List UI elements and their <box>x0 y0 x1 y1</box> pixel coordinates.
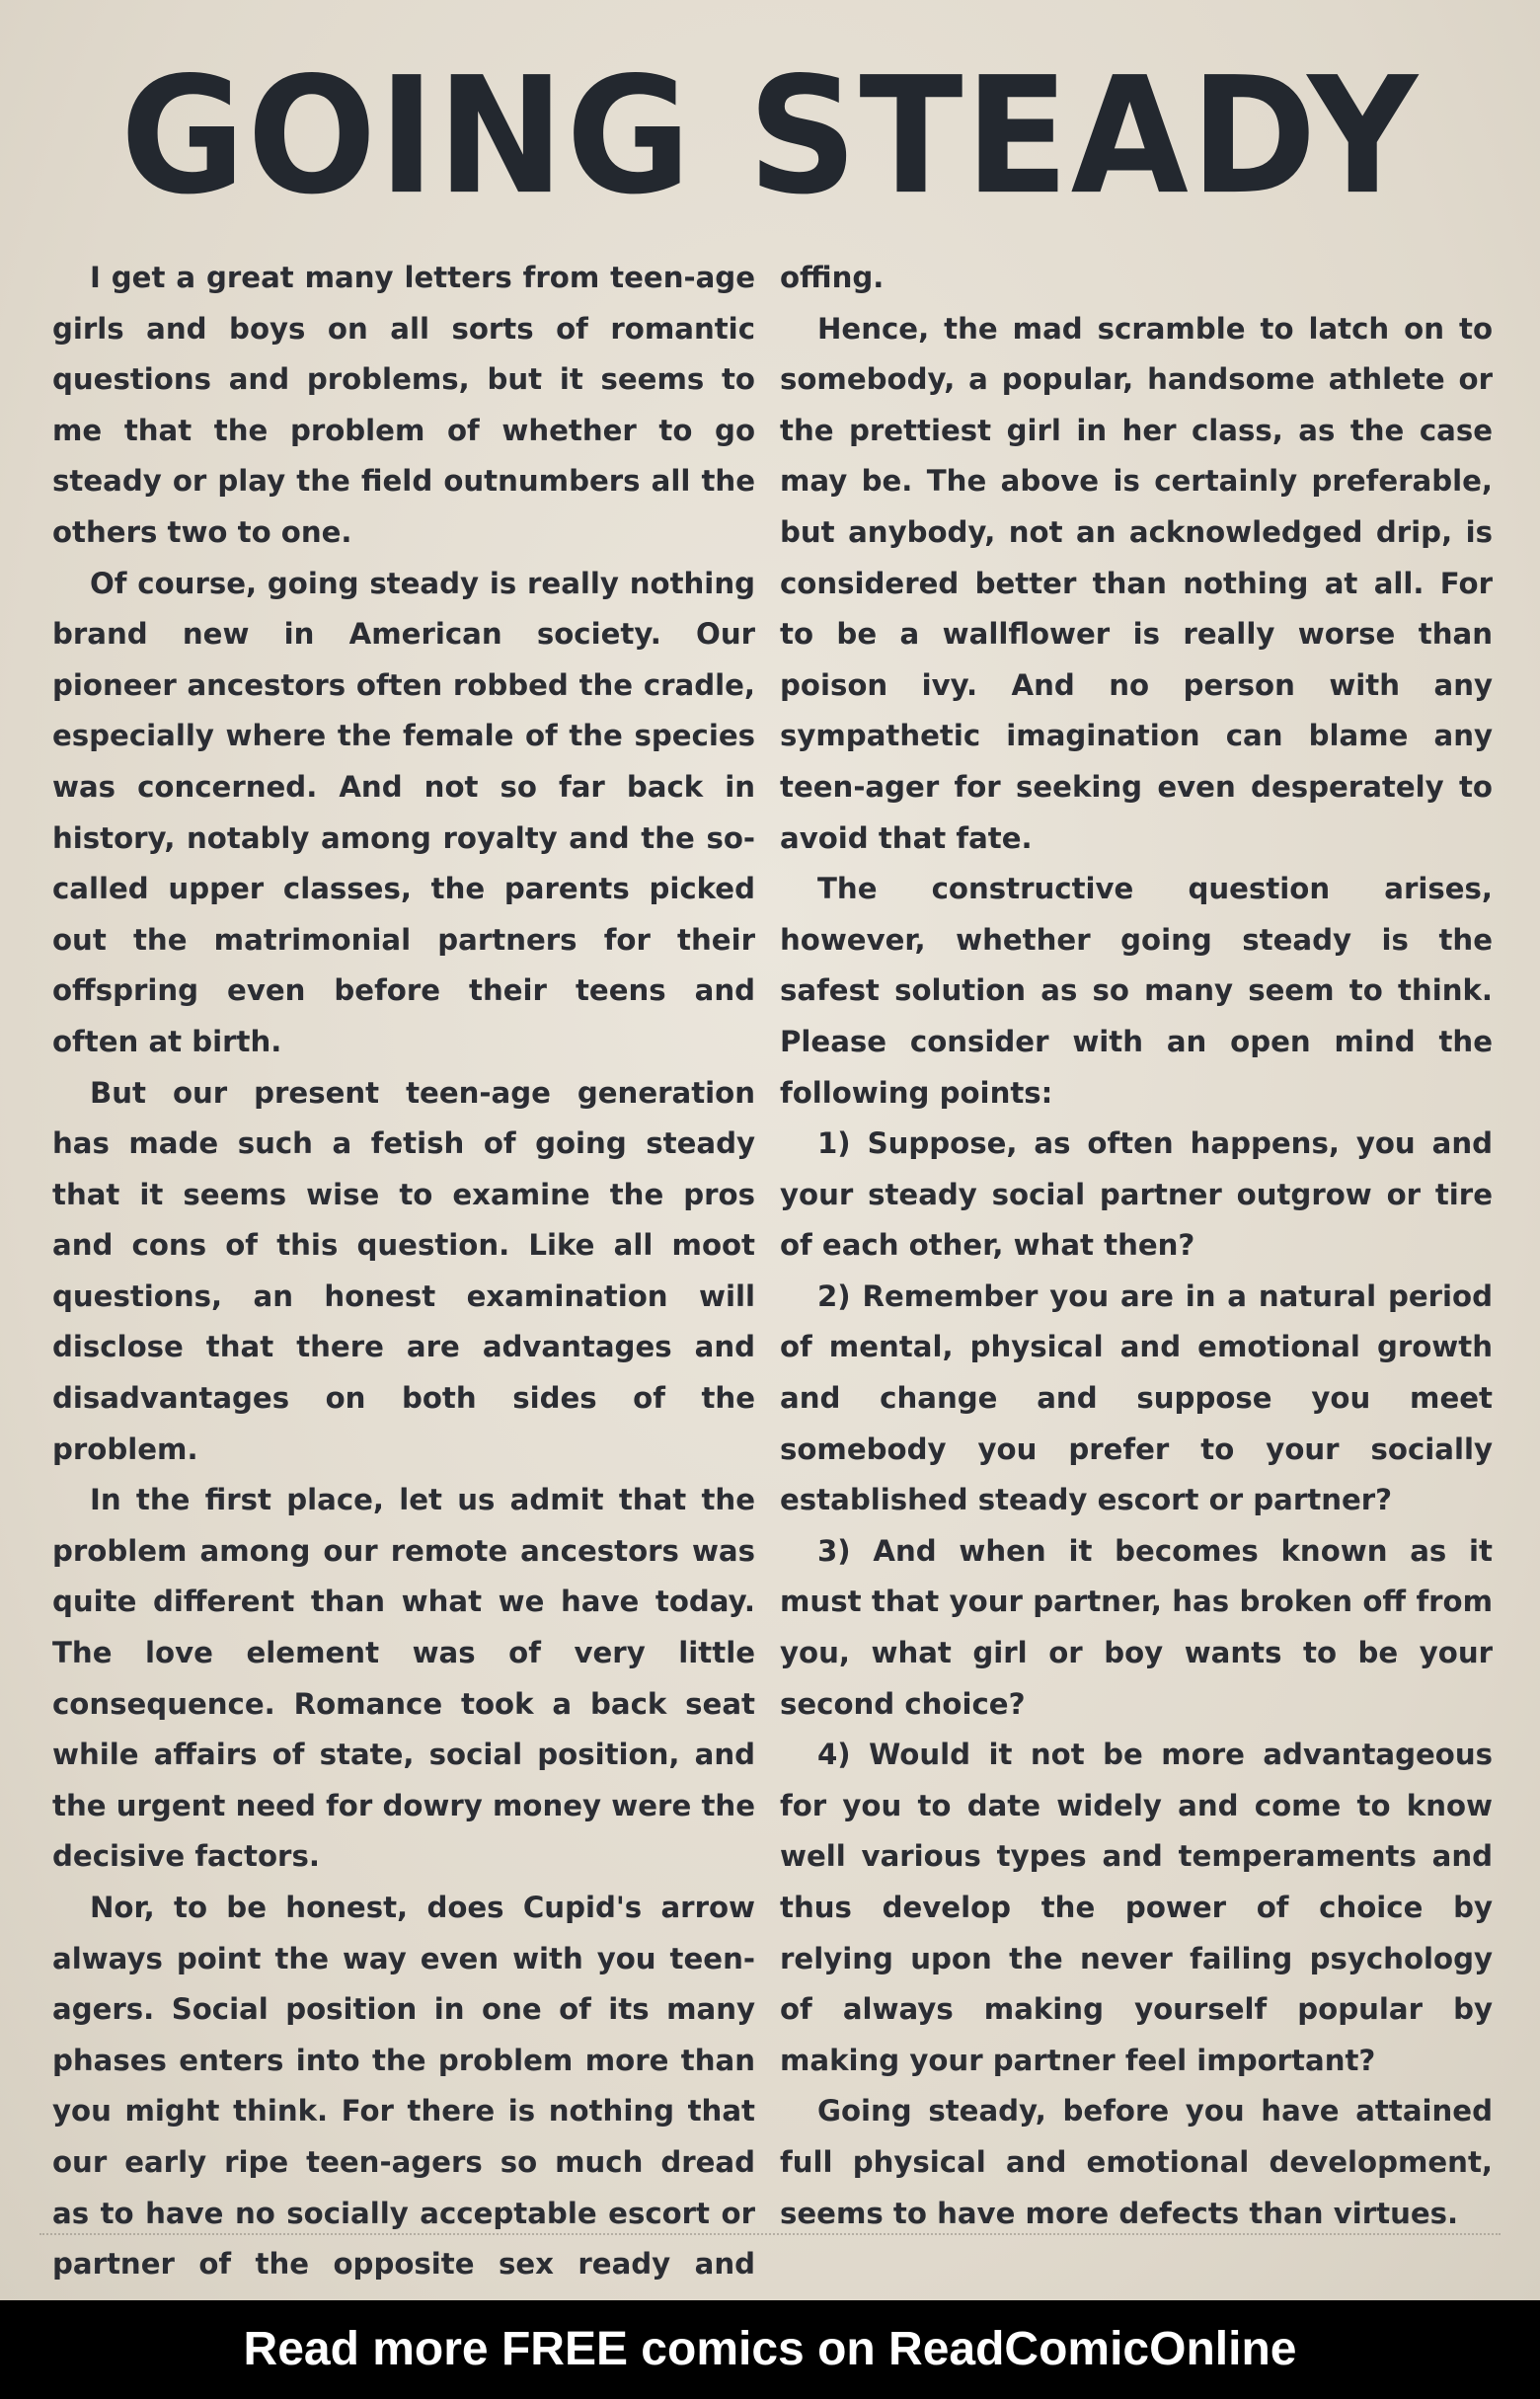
paragraph: But our present teen-age generation has made such a fetish of going steady that it seems wise to examine the pros and cons of this question. Like all moot questions, an honest examination will disclose that there are advantages and disadvantages on both sides of the problem. <box>52 1075 755 1466</box>
article-title: GOING STEADY <box>119 42 1420 231</box>
paragraph: Nor, to be honest, does Cupid's arrow always point the way even with you teen-agers. Social position in one of its many phases enters into the problem more than you might think. For there is nothing that our early ripe teen-agers so much dread as to have no socially acceptable escort or partner of the opposite sex ready and <box>52 1891 755 2282</box>
paragraph: Going steady, before you have attained full physical and emotional development, seems to have more defects than virtues. <box>780 2094 1493 2230</box>
paragraph: 3) And when it becomes known as it must that your partner, has broken off from you, what girl or boy wants to be your second choice? <box>780 1533 1493 1721</box>
paragraph: 4) Would it not be more advantageous for you to date widely and come to know well various types and temperaments and thus develop the power of choice by relying upon the never failing psychology of always making yourself popular by making your partner feel important? <box>780 1738 1493 2077</box>
left-column <box>52 253 755 2392</box>
paragraph: In the first place, let us admit that the problem among our remote ancestors was quite different than what we have today. The love element was of very little consequence. Romance took a back seat while affairs of state, social position, and the urgent need for dowry money were the decisive factors. <box>52 1483 755 1874</box>
paragraph: offing. <box>780 261 885 294</box>
paragraph: 2) Remember you are in a natural period of mental, physical and emotional growth and change and suppose you meet somebody you prefer to your socially established steady escort or partner? <box>780 1278 1493 1517</box>
paragraph: Hence, the mad scramble to latch on to somebody, a popular, handsome athlete or the prettiest girl in her class, as the case may be. The above is certainly preferable, but anybody, not an acknowledged drip, is considered better than nothing at all. For to be a wallflower is really worse than poison ivy. And no person with any sympathetic imagination can blame any teen-ager for seeking even desperately to avoid that fate. <box>780 311 1493 855</box>
footer-banner[interactable]: Read more FREE comics on ReadComicOnline <box>0 2300 1540 2399</box>
paragraph: Of course, going steady is really nothing brand new in American society. Our pioneer ancestors often robbed the cradle, especially where the female of the species was concerned. And not so far back in history, notably among royalty and the so-called upper classes, the parents picked out the matrimonial partners for their offspring even before their teens and often at birth. <box>52 566 755 1058</box>
right-column <box>780 253 1493 2239</box>
page-bottom-rule <box>39 2233 1501 2237</box>
paragraph: The constructive question arises, however, whether going steady is the safest solution as so many seem to think. Please consider with an open mind the following points: <box>780 872 1493 1110</box>
paragraph: 1) Suppose, as often happens, you and your steady social partner outgrow or tire of each other, what then? <box>780 1126 1493 1263</box>
paragraph: I get a great many letters from teen-age girls and boys on all sorts of romantic questions and problems, but it seems to me that the problem of whether to go steady or play the field outnumbers all the others two to one. <box>52 261 755 549</box>
